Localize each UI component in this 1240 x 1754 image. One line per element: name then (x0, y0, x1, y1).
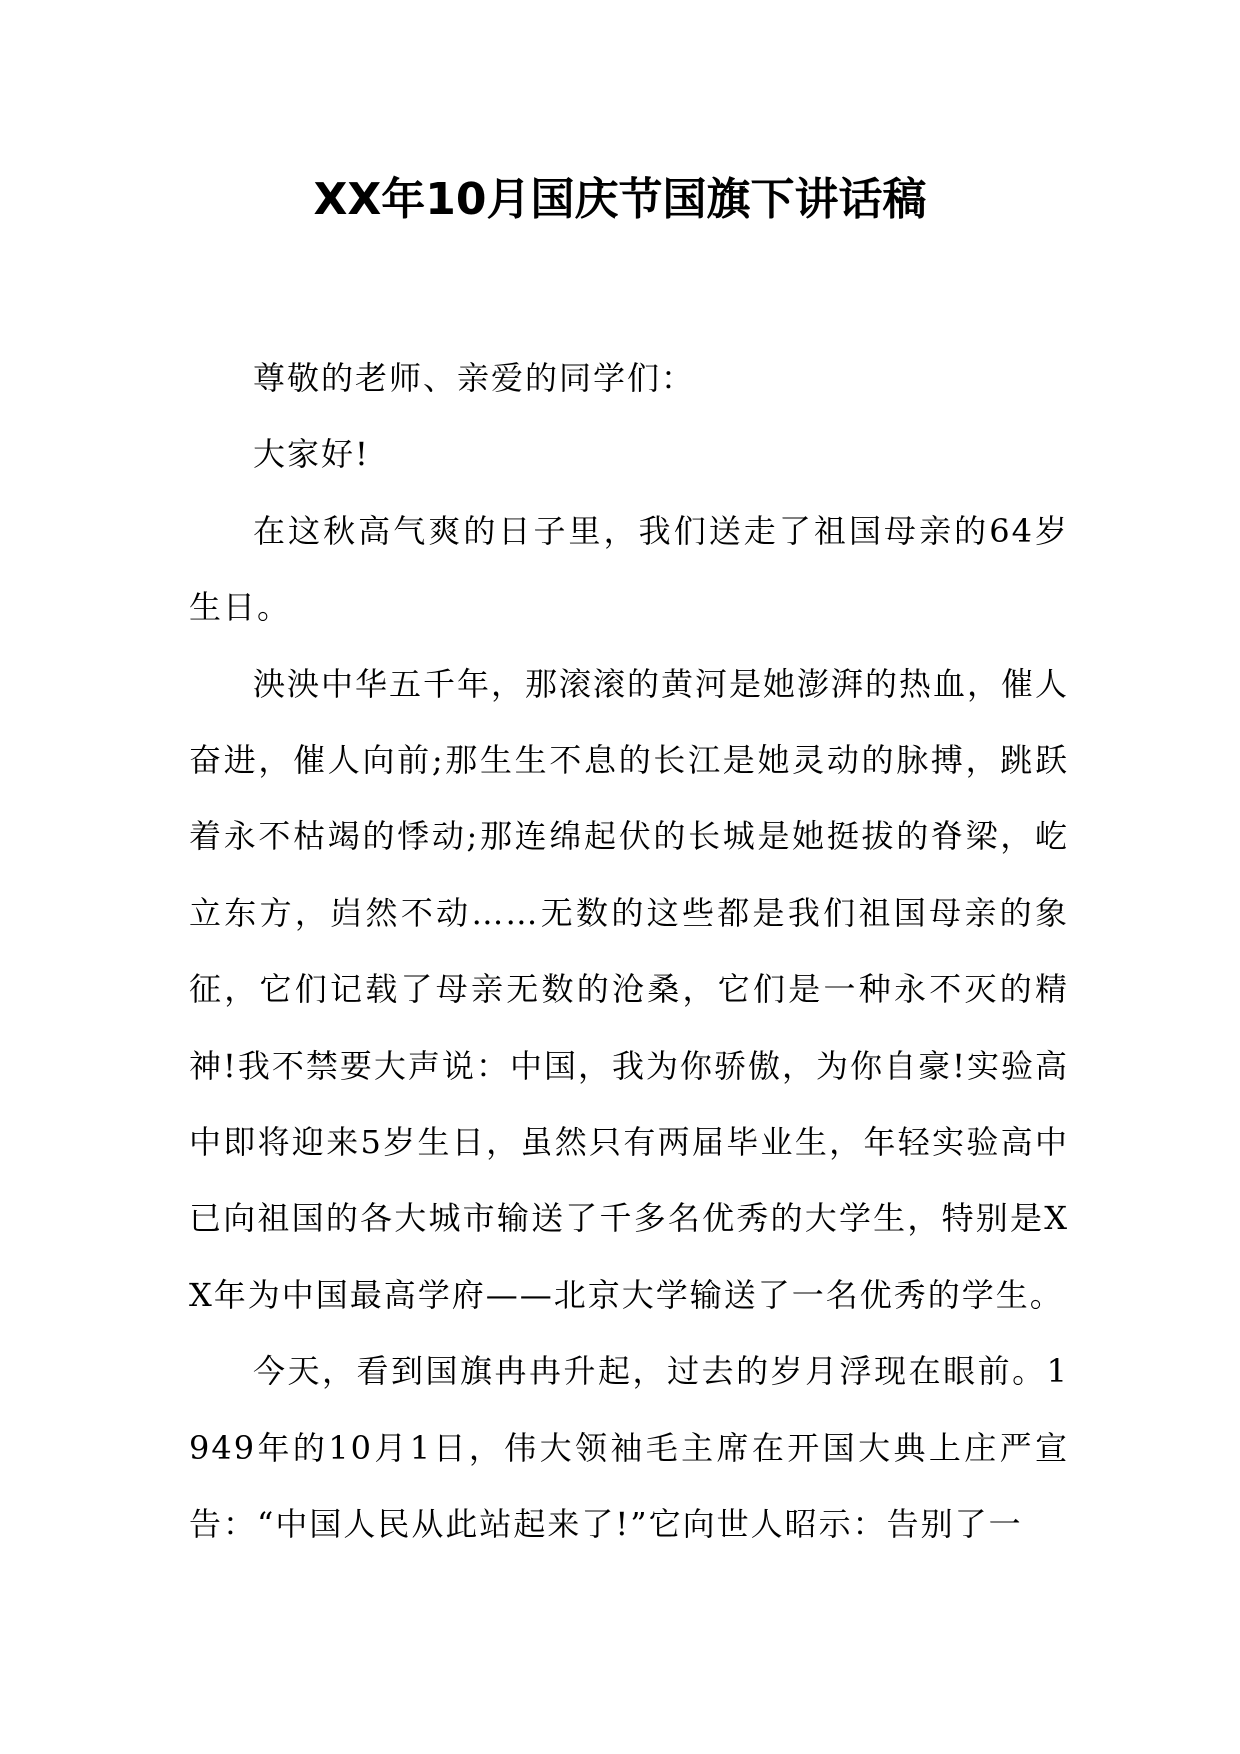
body-paragraph: 在这秋高气爽的日子里，我们送走了祖国母亲的64岁生日。 (189, 511, 1069, 627)
document-title: XX年10月国庆节国旗下讲话稿 (313, 174, 927, 225)
greeting-paragraph: 大家好! (253, 435, 370, 474)
body-paragraph: 今天，看到国旗冉冉升起，过去的岁月浮现在眼前。1949年的10月1日，伟大领袖毛主席在开国大典上庄严宣告：“中国人民从此站起来了!”它向世人昭示：告别了一 (189, 1352, 1069, 1544)
document-body (189, 340, 1069, 1563)
body-paragraph: 泱泱中华五千年，那滚滚的黄河是她澎湃的热血，催人奋进，催人向前;那生生不息的长江是她灵动的脉搏，跳跃着永不枯竭的悸动;那连绵起伏的长城是她挺拔的脊梁，屹立东方，岿然不动……无数的这些都是我们祖国母亲的象征，它们记载了母亲无数的沧桑，它们是一种永不灭的精神!我不禁要大声说：中国，我为你骄傲，为你自豪!实验高中即将迎来5岁生日，虽然只有两届毕业生，年轻实验高中已向祖国的各大城市输送了千多名优秀的大学生，特别是XX年为中国最高学府——北京大学输送了一名优秀的学生。 (189, 664, 1070, 1314)
salutation-paragraph: 尊敬的老师、亲爱的同学们： (253, 359, 696, 397)
